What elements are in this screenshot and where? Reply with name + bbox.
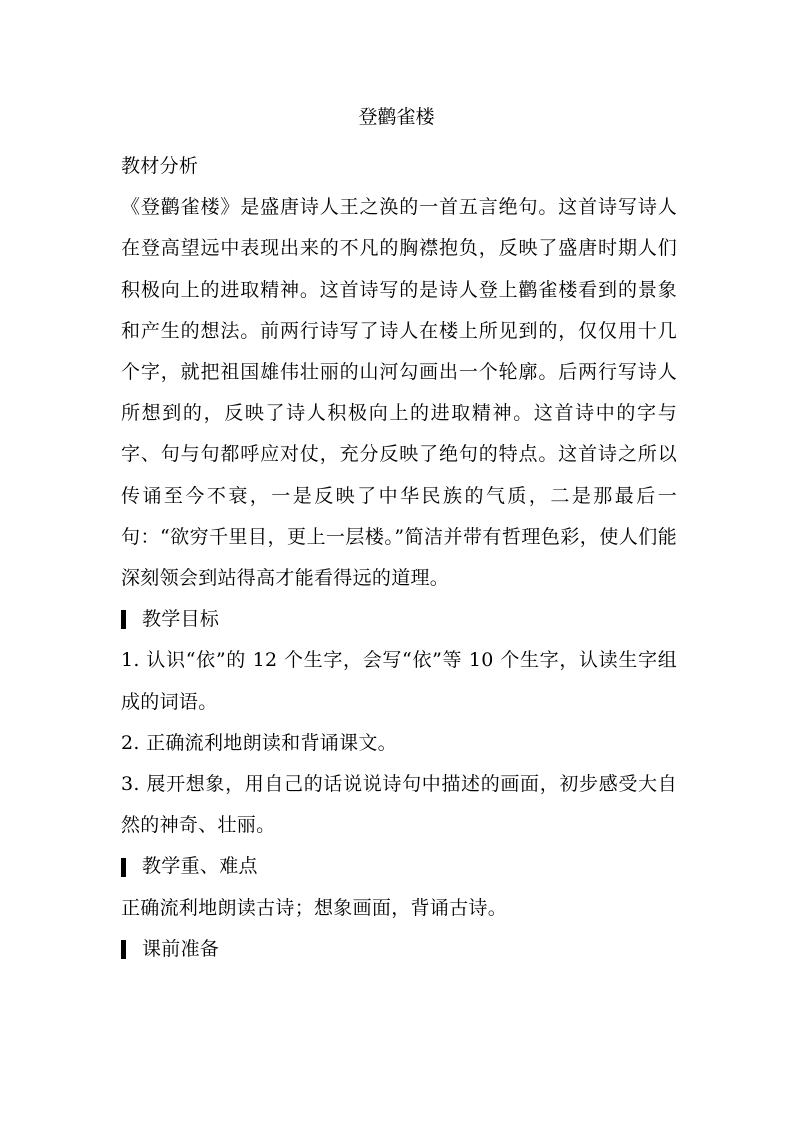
goal-item: 2. 正确流利地朗读和背诵课文。	[121, 731, 397, 754]
heading-bar-icon	[121, 610, 126, 629]
preparation-heading-label: 课前准备	[142, 937, 220, 960]
keypoints-paragraph: 正确流利地朗读古诗；想象画面，背诵古诗。	[121, 896, 508, 919]
section-heading-keypoints	[121, 846, 677, 887]
document-title: 登鹳雀楼	[358, 106, 435, 128]
goal-item: 1. 认识“依”的 12 个生字，会写“依”等 10 个生字，认读生字组成的词语。	[121, 649, 677, 713]
section-heading-goals	[121, 599, 677, 640]
keypoints-heading-label: 教学重、难点	[142, 855, 258, 878]
heading-bar-icon	[121, 940, 126, 959]
section-heading-analysis: 教材分析	[121, 155, 199, 177]
goal-item: 3. 展开想象，用自己的话说说诗句中描述的画面，初步感受大自然的神奇、壮丽。	[121, 773, 677, 837]
analysis-paragraph: 《登鹳雀楼》是盛唐诗人王之涣的一首五言绝句。这首诗写诗人在登高望远中表现出来的不凡的胸襟抱负，反映了盛唐时期人们积极向上的进取精神。这首诗写的是诗人登上鹳雀楼看到的景象和产生的想法。前两行诗写了诗人在楼上所见到的，仅仅用十几个字，就把祖国雄伟壮丽的山河勾画出一个轮廓。后两行写诗人所想到的，反映了诗人积极向上的进取精神。这首诗中的字与字、句与句都呼应对仗，充分反映了绝句的特点。这首诗之所以传诵至今不衰，一是反映了中华民族的气质，二是那最后一句：“欲穷千里目，更上一层楼。”简洁并带有哲理色彩，使人们能深刻领会到站得高才能看得远的道理。	[121, 196, 677, 590]
section-heading-preparation	[121, 929, 677, 970]
document-body	[121, 146, 677, 970]
heading-bar-icon	[121, 858, 126, 877]
goals-heading-label: 教学目标	[142, 608, 220, 631]
